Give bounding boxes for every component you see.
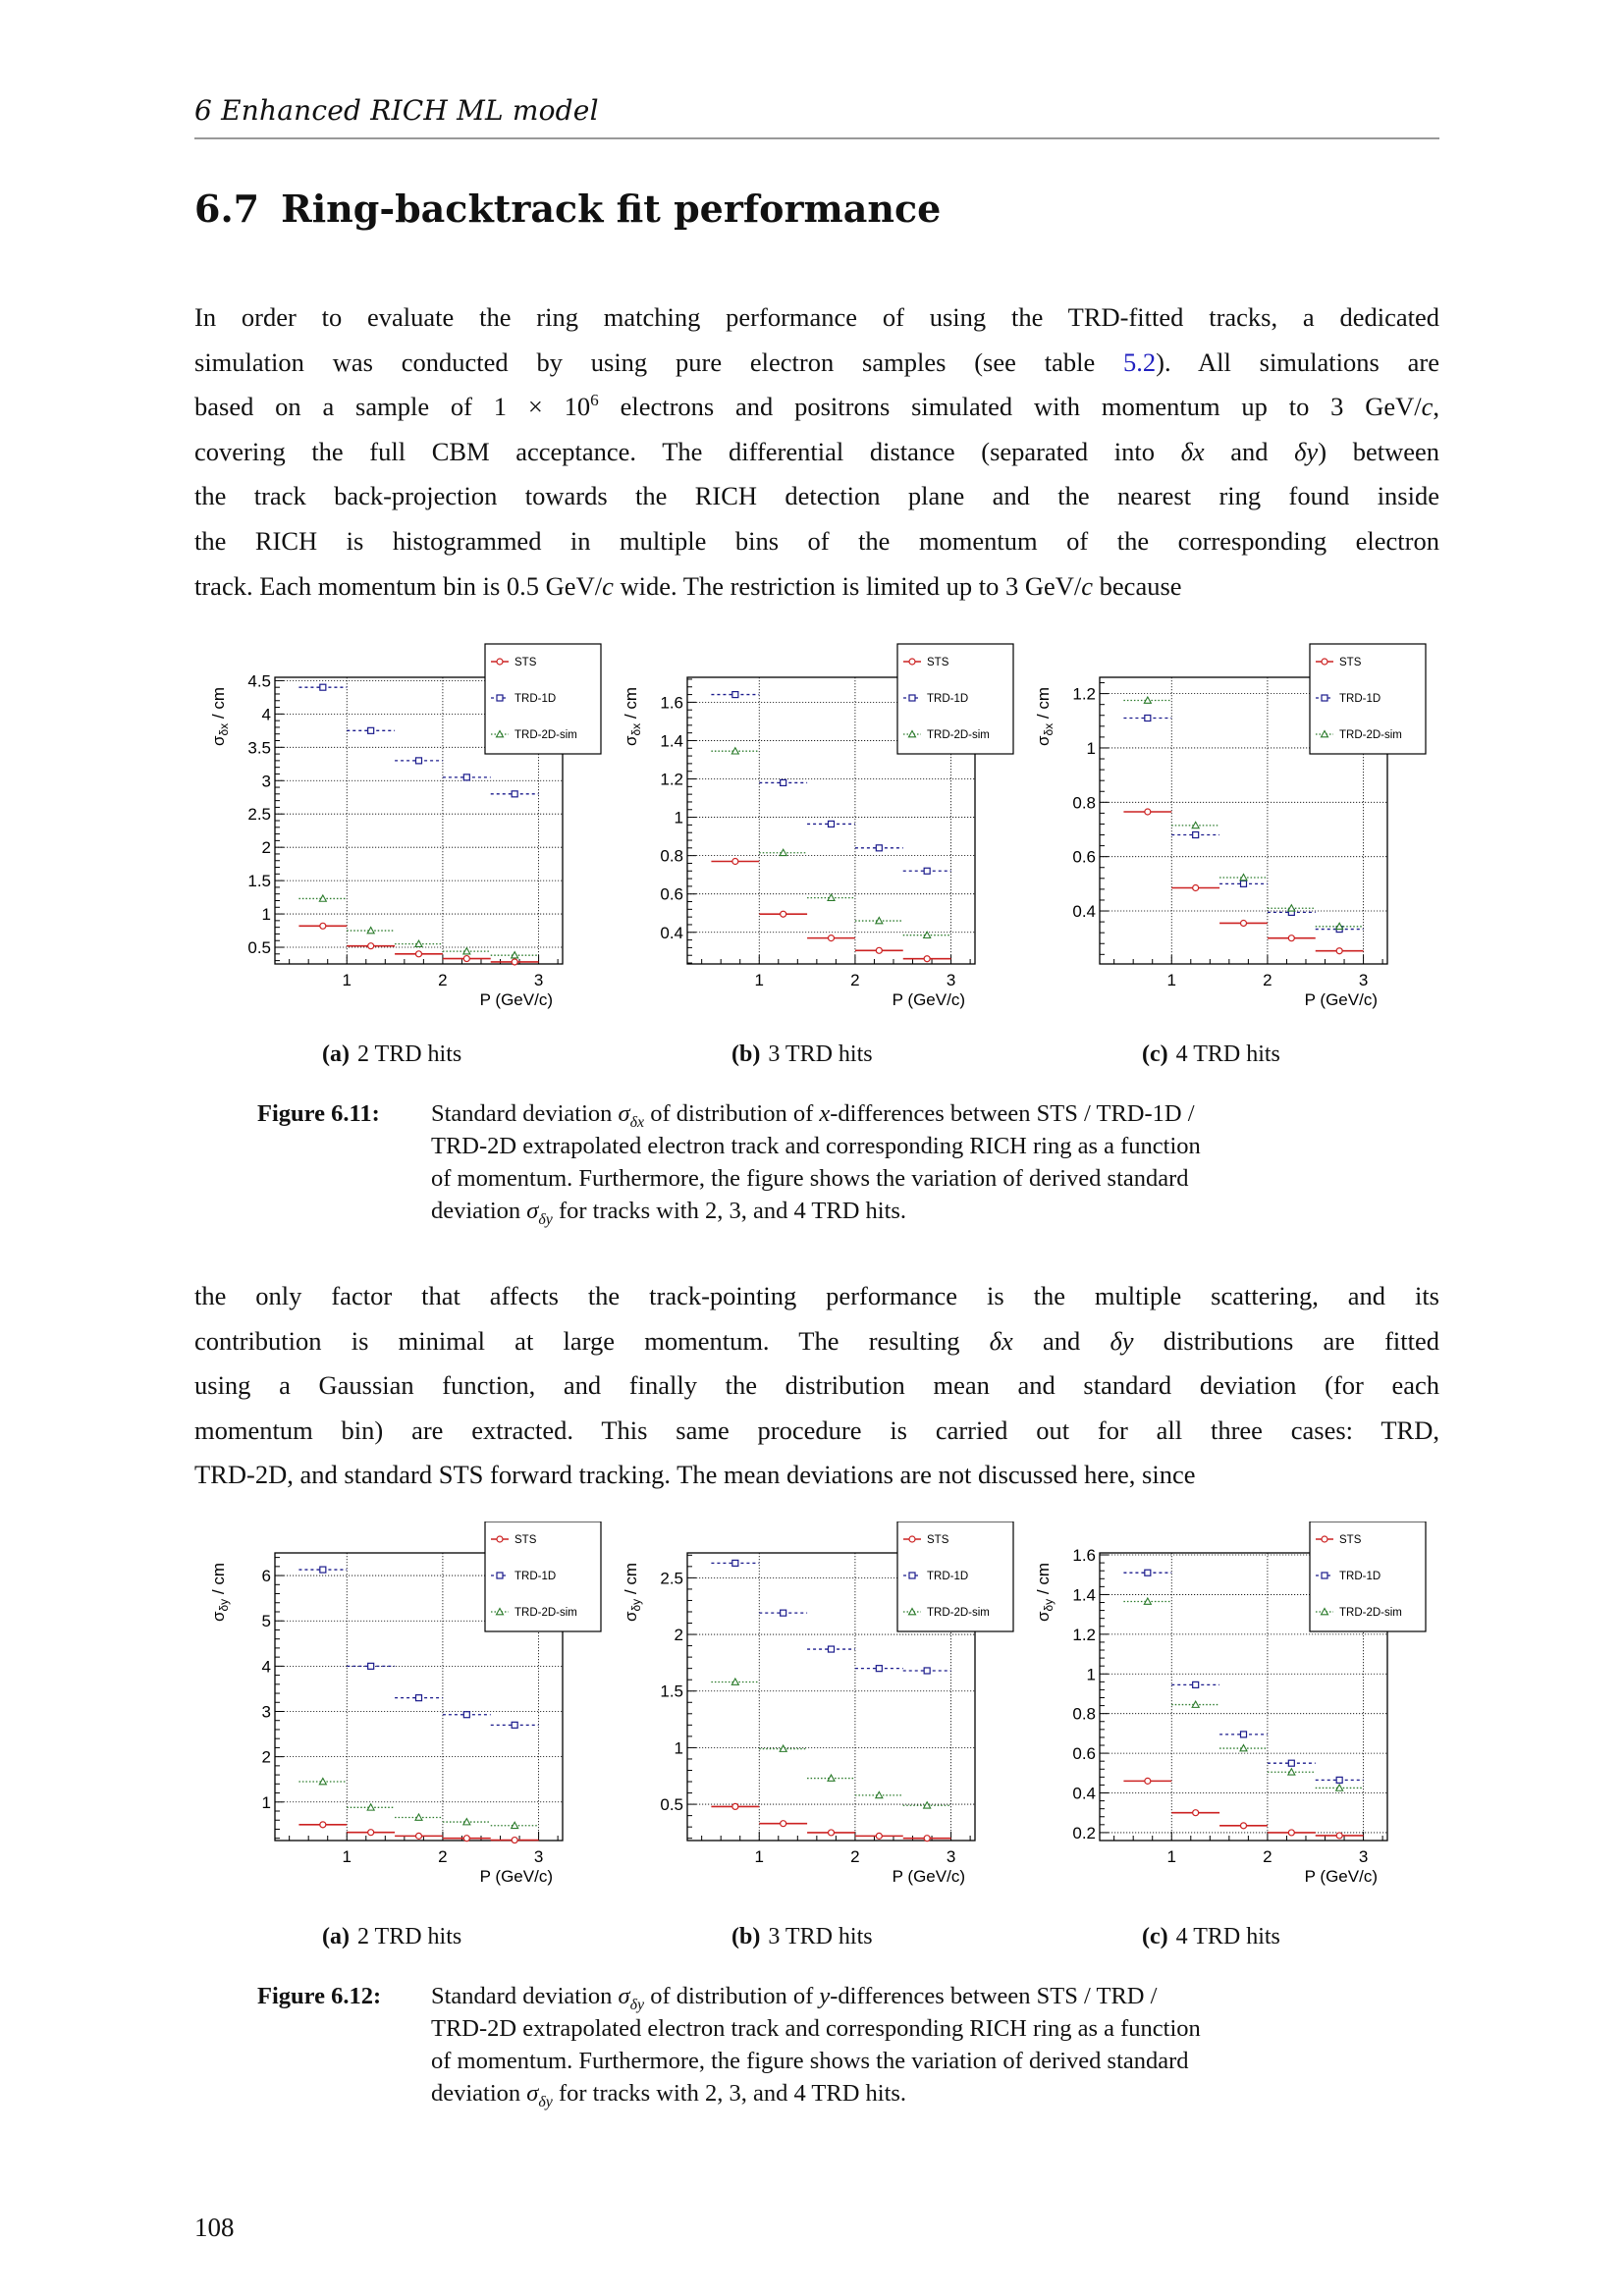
- y-tick-label: 2: [261, 1747, 271, 1767]
- circle-marker: [1336, 1833, 1342, 1839]
- y-tick-label: 3: [261, 1702, 271, 1722]
- y-tick-label: 1.4: [1072, 1585, 1096, 1605]
- paragraph-line: track. Each momentum bin is 0.5 GeV/c wide. The restriction is limited up to 3 GeV/c because: [194, 570, 1182, 601]
- subcaption-text: 3 TRD hits: [768, 1041, 873, 1067]
- square-marker: [732, 1560, 738, 1566]
- square-marker: [1145, 1570, 1151, 1575]
- y-tick-label: 1.4: [660, 731, 683, 751]
- square-marker: [1322, 1573, 1327, 1578]
- x-tick-label: 3: [946, 971, 956, 989]
- legend-label: TRD-1D: [1339, 693, 1381, 705]
- square-marker: [924, 1668, 930, 1674]
- paragraph-line: the track back-projection towards the RICH detection plane and the nearest ring found inside: [194, 481, 1439, 511]
- figure-6-12-plots: [196, 1522, 1434, 1914]
- page-number: 108: [194, 2213, 235, 2242]
- subcaption-6-11c: [1142, 1041, 1280, 1068]
- y-tick-label: 0.5: [247, 938, 271, 958]
- y-axis-title: [622, 1563, 643, 1622]
- y-tick-label: 1.6: [1072, 1546, 1096, 1566]
- circle-marker: [829, 1830, 835, 1836]
- y-tick-label: 1: [261, 1792, 271, 1812]
- circle-marker: [416, 1833, 422, 1839]
- y-tick-label: 1.2: [1072, 684, 1096, 704]
- y-axis-title: [622, 687, 643, 746]
- x-tick-label: 2: [850, 971, 860, 989]
- square-marker: [1288, 1760, 1294, 1766]
- chart-svg: [1021, 1522, 1434, 1914]
- y-tick-label: 6: [261, 1567, 271, 1586]
- square-marker: [876, 1666, 882, 1672]
- x-axis-title: P (GeV/c): [479, 1867, 553, 1886]
- y-axis-subscript: δx: [1042, 722, 1056, 736]
- paragraph-line: using a Gaussian function, and finally the distribution mean and standard deviation (for each: [194, 1370, 1439, 1401]
- math-sigma: σ: [526, 1198, 539, 1224]
- math-subscript: δy: [538, 2093, 553, 2110]
- subcaption-6-11b: [731, 1041, 873, 1068]
- square-marker: [463, 1712, 469, 1718]
- series-trd-2d-sim: [298, 1779, 538, 1829]
- paragraph-line: contribution is minimal at large momentum. The resulting δx and δy distributions are fitted: [194, 1325, 1439, 1356]
- legend-label: STS: [927, 657, 949, 668]
- subcaption-tag: (c): [1142, 1924, 1168, 1949]
- y-axis-unit: / cm: [209, 1563, 228, 1599]
- y-axis-sigma: σ: [1034, 1611, 1053, 1623]
- y-axis-unit: / cm: [209, 687, 228, 723]
- caption-body: [431, 1097, 1377, 1227]
- legend-label: TRD-1D: [927, 1571, 969, 1582]
- circle-marker: [829, 935, 835, 941]
- paragraph-line: TRD-2D, and standard STS forward tracking. The mean deviations are not discussed here, since: [194, 1460, 1196, 1490]
- legend-label: STS: [514, 1534, 537, 1546]
- y-tick-label: 4: [261, 705, 271, 724]
- y-axis-title: [1034, 1563, 1056, 1622]
- y-axis-sigma: σ: [1034, 735, 1053, 747]
- y-tick-label: 2: [261, 838, 271, 858]
- circle-marker: [463, 1836, 469, 1842]
- chart-svg: [1021, 638, 1434, 1031]
- y-tick-label: 1.2: [1072, 1625, 1096, 1644]
- series-sts: [711, 859, 950, 962]
- math-sigma: σ: [618, 1983, 630, 2009]
- y-axis-subscript: δy: [217, 1598, 231, 1612]
- math-var: c: [1081, 570, 1094, 601]
- y-axis-unit: / cm: [1034, 1563, 1053, 1599]
- plot-6-11c: [1021, 638, 1434, 1031]
- x-tick-label: 2: [850, 1847, 860, 1866]
- legend-label: STS: [1339, 1534, 1362, 1546]
- series-sts: [298, 1822, 538, 1843]
- y-tick-label: 1: [1086, 1665, 1096, 1684]
- y-tick-label: 1: [1086, 738, 1096, 758]
- y-tick-label: 1.2: [660, 770, 683, 789]
- x-tick-label: 3: [1358, 971, 1369, 989]
- y-tick-label: 0.6: [660, 884, 683, 904]
- y-tick-label: 2.5: [660, 1569, 683, 1588]
- square-marker: [732, 692, 738, 698]
- circle-marker: [512, 1838, 517, 1843]
- circle-marker: [876, 1833, 882, 1839]
- square-marker: [512, 1722, 517, 1728]
- circle-marker: [909, 659, 915, 665]
- x-tick-label: 1: [1166, 971, 1176, 989]
- subcaption-tag: (c): [1142, 1041, 1168, 1067]
- legend-label: TRD-2D-sim: [927, 1607, 990, 1619]
- y-tick-label: 3: [261, 772, 271, 791]
- circle-marker: [320, 923, 326, 929]
- square-marker: [416, 758, 422, 764]
- circle-marker: [497, 1536, 503, 1542]
- x-tick-label: 2: [438, 1847, 448, 1866]
- square-marker: [320, 1567, 326, 1573]
- subcaption-text: 2 TRD hits: [356, 1041, 462, 1067]
- x-axis-title: P (GeV/c): [892, 990, 965, 1009]
- circle-marker: [909, 1536, 915, 1542]
- circle-marker: [368, 1830, 374, 1836]
- subcaption-6-12b: [731, 1924, 873, 1950]
- y-axis-subscript: δx: [217, 722, 231, 736]
- subcaption-text: 3 TRD hits: [768, 1924, 873, 1949]
- math-sigma: σ: [526, 2080, 539, 2107]
- y-tick-label: 0.6: [1072, 1744, 1096, 1764]
- square-marker: [909, 1573, 915, 1578]
- x-axis-title: P (GeV/c): [892, 1867, 965, 1886]
- x-tick-label: 3: [1358, 1847, 1369, 1866]
- caption-line: deviation $\sigma_{\delta y}$ for tracks with 2, 3, and 4 TRD hits.: [431, 1198, 907, 1228]
- y-tick-label: 0.5: [660, 1795, 683, 1815]
- circle-marker: [1322, 1536, 1327, 1542]
- circle-marker: [1145, 809, 1151, 815]
- circle-marker: [876, 947, 882, 953]
- y-axis-subscript: δx: [629, 722, 643, 736]
- square-marker: [1193, 1682, 1199, 1687]
- legend-label: TRD-1D: [1339, 1571, 1381, 1582]
- x-axis-title: P (GeV/c): [479, 990, 553, 1009]
- y-tick-label: 5: [261, 1612, 271, 1631]
- plot-6-11a: [196, 638, 609, 1031]
- square-marker: [512, 791, 517, 797]
- y-axis-sigma: σ: [622, 735, 640, 747]
- caption-line: Standard deviation $\sigma_{\delta y}$ of distribution of y-differences between STS / TRD /: [431, 1983, 1158, 2013]
- circle-marker: [781, 1821, 786, 1827]
- y-axis-unit: / cm: [622, 687, 640, 723]
- y-tick-label: 1.5: [247, 872, 271, 891]
- circle-marker: [416, 951, 422, 957]
- y-tick-label: 3.5: [247, 738, 271, 758]
- paragraph-line: momentum bin) are extracted. This same procedure is carried out for all three cases: TRD,: [194, 1415, 1439, 1445]
- circle-marker: [924, 956, 930, 962]
- square-marker: [463, 774, 469, 780]
- y-tick-label: 1: [674, 808, 683, 828]
- y-tick-label: 0.8: [660, 846, 683, 866]
- math-var: y: [819, 1983, 831, 2009]
- legend-label: TRD-2D-sim: [514, 1607, 577, 1619]
- paragraph-intro: [194, 295, 1439, 609]
- square-marker: [924, 868, 930, 874]
- chart-svg: [196, 1522, 609, 1914]
- caption-line: TRD-2D extrapolated electron track and corresponding RICH ring as a function: [431, 2015, 1201, 2042]
- x-tick-label: 1: [1166, 1847, 1176, 1866]
- square-marker: [1193, 832, 1199, 838]
- plot-6-11b: [609, 638, 1021, 1031]
- math-var: c: [602, 570, 614, 601]
- subcaption-6-12c: [1142, 1924, 1280, 1950]
- subcaption-tag: (a): [322, 1924, 350, 1949]
- square-marker: [781, 779, 786, 785]
- table-reference-link[interactable]: 5.2: [1123, 347, 1157, 377]
- y-tick-label: 0.8: [1072, 793, 1096, 813]
- subcaption-tag: (a): [322, 1041, 350, 1067]
- x-axis-title: P (GeV/c): [1304, 990, 1378, 1009]
- legend-label: TRD-1D: [514, 1571, 557, 1582]
- running-head: 6 Enhanced RICH ML model: [194, 94, 599, 127]
- square-marker: [829, 1646, 835, 1652]
- x-tick-label: 3: [533, 1847, 544, 1866]
- square-marker: [876, 845, 882, 851]
- math-var: x: [819, 1100, 831, 1127]
- x-axis-title: P (GeV/c): [1304, 1867, 1378, 1886]
- paragraph-line: simulation was conducted by using pure electron samples (see table 5.2). All simulations are: [194, 347, 1439, 377]
- y-tick-label: 4.5: [247, 671, 271, 691]
- square-marker: [320, 684, 326, 690]
- paragraph-line: the RICH is histogrammed in multiple bins of the momentum of the corresponding electron: [194, 525, 1439, 556]
- square-marker: [1241, 881, 1247, 886]
- section-title: [194, 187, 941, 231]
- legend-label: TRD-1D: [927, 693, 969, 705]
- circle-marker: [1322, 659, 1327, 665]
- y-tick-label: 0.8: [1072, 1704, 1096, 1724]
- y-axis-sigma: σ: [622, 1611, 640, 1623]
- circle-marker: [320, 1822, 326, 1828]
- math-subscript: δy: [629, 1996, 645, 2013]
- subcaption-text: 4 TRD hits: [1175, 1924, 1280, 1949]
- plot-6-12a: [196, 1522, 609, 1914]
- figure-label: Figure 6.11:: [257, 1100, 380, 1127]
- y-tick-label: 2: [674, 1626, 683, 1645]
- y-tick-label: 0.4: [1072, 1784, 1096, 1803]
- y-axis-subscript: δy: [1042, 1598, 1056, 1612]
- y-tick-label: 1: [261, 905, 271, 925]
- math-sigma: σ: [618, 1100, 630, 1127]
- subcaption-6-12a: [322, 1924, 461, 1950]
- y-axis-title: [209, 687, 231, 746]
- y-tick-label: 4: [261, 1657, 271, 1677]
- y-axis-title: [1034, 687, 1056, 746]
- y-axis-title: [209, 1563, 231, 1622]
- section-title-text: Ring-backtrack fit performance: [281, 187, 942, 231]
- x-tick-label: 1: [342, 971, 352, 989]
- circle-marker: [497, 659, 503, 665]
- chart-svg: [196, 638, 609, 1031]
- chart-svg: [609, 1522, 1021, 1914]
- circle-marker: [924, 1836, 930, 1842]
- circle-marker: [1241, 920, 1247, 926]
- circle-marker: [368, 943, 374, 949]
- legend-label: TRD-2D-sim: [514, 729, 577, 741]
- subcaption-text: 4 TRD hits: [1175, 1041, 1280, 1067]
- plot-6-12c: [1021, 1522, 1434, 1914]
- circle-marker: [732, 859, 738, 865]
- x-tick-label: 1: [342, 1847, 352, 1866]
- section-number: 6.7: [194, 187, 260, 231]
- square-marker: [1145, 716, 1151, 721]
- paragraph-line: the only factor that affects the track-pointing performance is the multiple scattering, and its: [194, 1281, 1439, 1310]
- figure-6-11-plots: [196, 638, 1434, 1031]
- paragraph-line: In order to evaluate the ring matching performance of using the TRD-fitted tracks, a dedicated: [194, 302, 1439, 332]
- square-marker: [368, 727, 374, 733]
- x-tick-label: 2: [1263, 1847, 1272, 1866]
- y-axis-subscript: δy: [629, 1598, 643, 1612]
- series-sts: [711, 1803, 950, 1841]
- caption-line: of momentum. Furthermore, the figure shows the variation of derived standard: [431, 1165, 1189, 1192]
- chart-svg: [609, 638, 1021, 1031]
- square-marker: [416, 1695, 422, 1701]
- square-marker: [909, 695, 915, 701]
- circle-marker: [1193, 885, 1199, 891]
- circle-marker: [1145, 1778, 1151, 1784]
- caption-line: TRD-2D extrapolated electron track and corresponding RICH ring as a function: [431, 1133, 1201, 1159]
- y-tick-label: 1.5: [660, 1682, 683, 1701]
- math-subscript: δx: [629, 1113, 645, 1131]
- figure-6-12-caption: [257, 1980, 1377, 2109]
- legend-label: TRD-2D-sim: [1339, 729, 1402, 741]
- math-subscript: δy: [538, 1210, 553, 1228]
- legend-label: TRD-2D-sim: [1339, 1607, 1402, 1619]
- math-var: δy: [1294, 436, 1319, 466]
- square-marker: [1336, 1777, 1342, 1783]
- circle-marker: [732, 1803, 738, 1809]
- math-var: δy: [1110, 1325, 1134, 1356]
- y-tick-label: 0.4: [1072, 902, 1096, 922]
- paragraph-method: [194, 1274, 1439, 1498]
- math-var: c: [1421, 392, 1434, 422]
- figure-6-11-caption: [257, 1097, 1377, 1227]
- y-tick-label: 0.6: [1072, 847, 1096, 867]
- subcaption-tag: (b): [731, 1041, 761, 1067]
- y-tick-label: 1: [674, 1738, 683, 1758]
- caption-line: deviation $\sigma_{\delta y}$ for tracks with 2, 3, and 4 TRD hits.: [431, 2080, 907, 2110]
- legend-label: STS: [927, 1534, 949, 1546]
- circle-marker: [1336, 948, 1342, 954]
- x-tick-label: 1: [754, 971, 764, 989]
- square-marker: [829, 821, 835, 827]
- series-trd-2d-sim: [711, 748, 950, 938]
- y-axis-sigma: σ: [209, 1611, 228, 1623]
- square-marker: [781, 1610, 786, 1616]
- square-marker: [1322, 695, 1327, 701]
- square-marker: [368, 1663, 374, 1669]
- header-rule: [194, 137, 1439, 139]
- subcaption-6-11a: [322, 1041, 461, 1068]
- x-tick-label: 3: [946, 1847, 956, 1866]
- y-tick-label: 2.5: [247, 805, 271, 825]
- math-var: δx: [989, 1325, 1013, 1356]
- circle-marker: [463, 956, 469, 962]
- y-tick-label: 0.2: [1072, 1823, 1096, 1842]
- series-trd-2d-sim: [711, 1679, 950, 1808]
- figure-label: Figure 6.12:: [257, 1983, 382, 2009]
- circle-marker: [1288, 935, 1294, 941]
- legend-label: STS: [1339, 657, 1362, 668]
- circle-marker: [1193, 1810, 1199, 1816]
- x-tick-label: 2: [438, 971, 448, 989]
- circle-marker: [1288, 1830, 1294, 1836]
- caption-body: [431, 1980, 1377, 2109]
- plot-6-12b: [609, 1522, 1021, 1914]
- y-tick-label: 0.4: [660, 923, 683, 942]
- series-sts: [1123, 1778, 1363, 1839]
- square-marker: [497, 695, 503, 701]
- y-axis-unit: / cm: [622, 1563, 640, 1599]
- circle-marker: [781, 911, 786, 917]
- caption-line: of momentum. Furthermore, the figure shows the variation of derived standard: [431, 2048, 1189, 2074]
- legend-label: TRD-1D: [514, 693, 557, 705]
- circle-marker: [512, 959, 517, 965]
- caption-line: Standard deviation $\sigma_{\delta x}$ of distribution of x-differences between STS / TRD-1D /: [431, 1100, 1195, 1131]
- legend-label: STS: [514, 657, 537, 668]
- math-var: δx: [1180, 436, 1205, 466]
- x-tick-label: 3: [533, 971, 544, 989]
- legend-label: TRD-2D-sim: [927, 729, 990, 741]
- paragraph-line: based on a sample of $1 \times 10^6$ electrons and positrons simulated with momentum up to 3 GeV/c,: [194, 391, 1439, 422]
- y-axis-unit: / cm: [1034, 687, 1053, 723]
- subcaption-text: 2 TRD hits: [356, 1924, 462, 1949]
- square-marker: [1241, 1732, 1247, 1737]
- x-tick-label: 1: [754, 1847, 764, 1866]
- y-tick-label: 1.6: [660, 693, 683, 713]
- square-marker: [497, 1573, 503, 1578]
- paragraph-line: covering the full CBM acceptance. The differential distance (separated into δx and δy) between: [194, 436, 1439, 466]
- x-tick-label: 2: [1263, 971, 1272, 989]
- y-axis-sigma: σ: [209, 735, 228, 747]
- exponent: 6: [590, 391, 599, 410]
- circle-marker: [1241, 1823, 1247, 1829]
- subcaption-tag: (b): [731, 1924, 761, 1949]
